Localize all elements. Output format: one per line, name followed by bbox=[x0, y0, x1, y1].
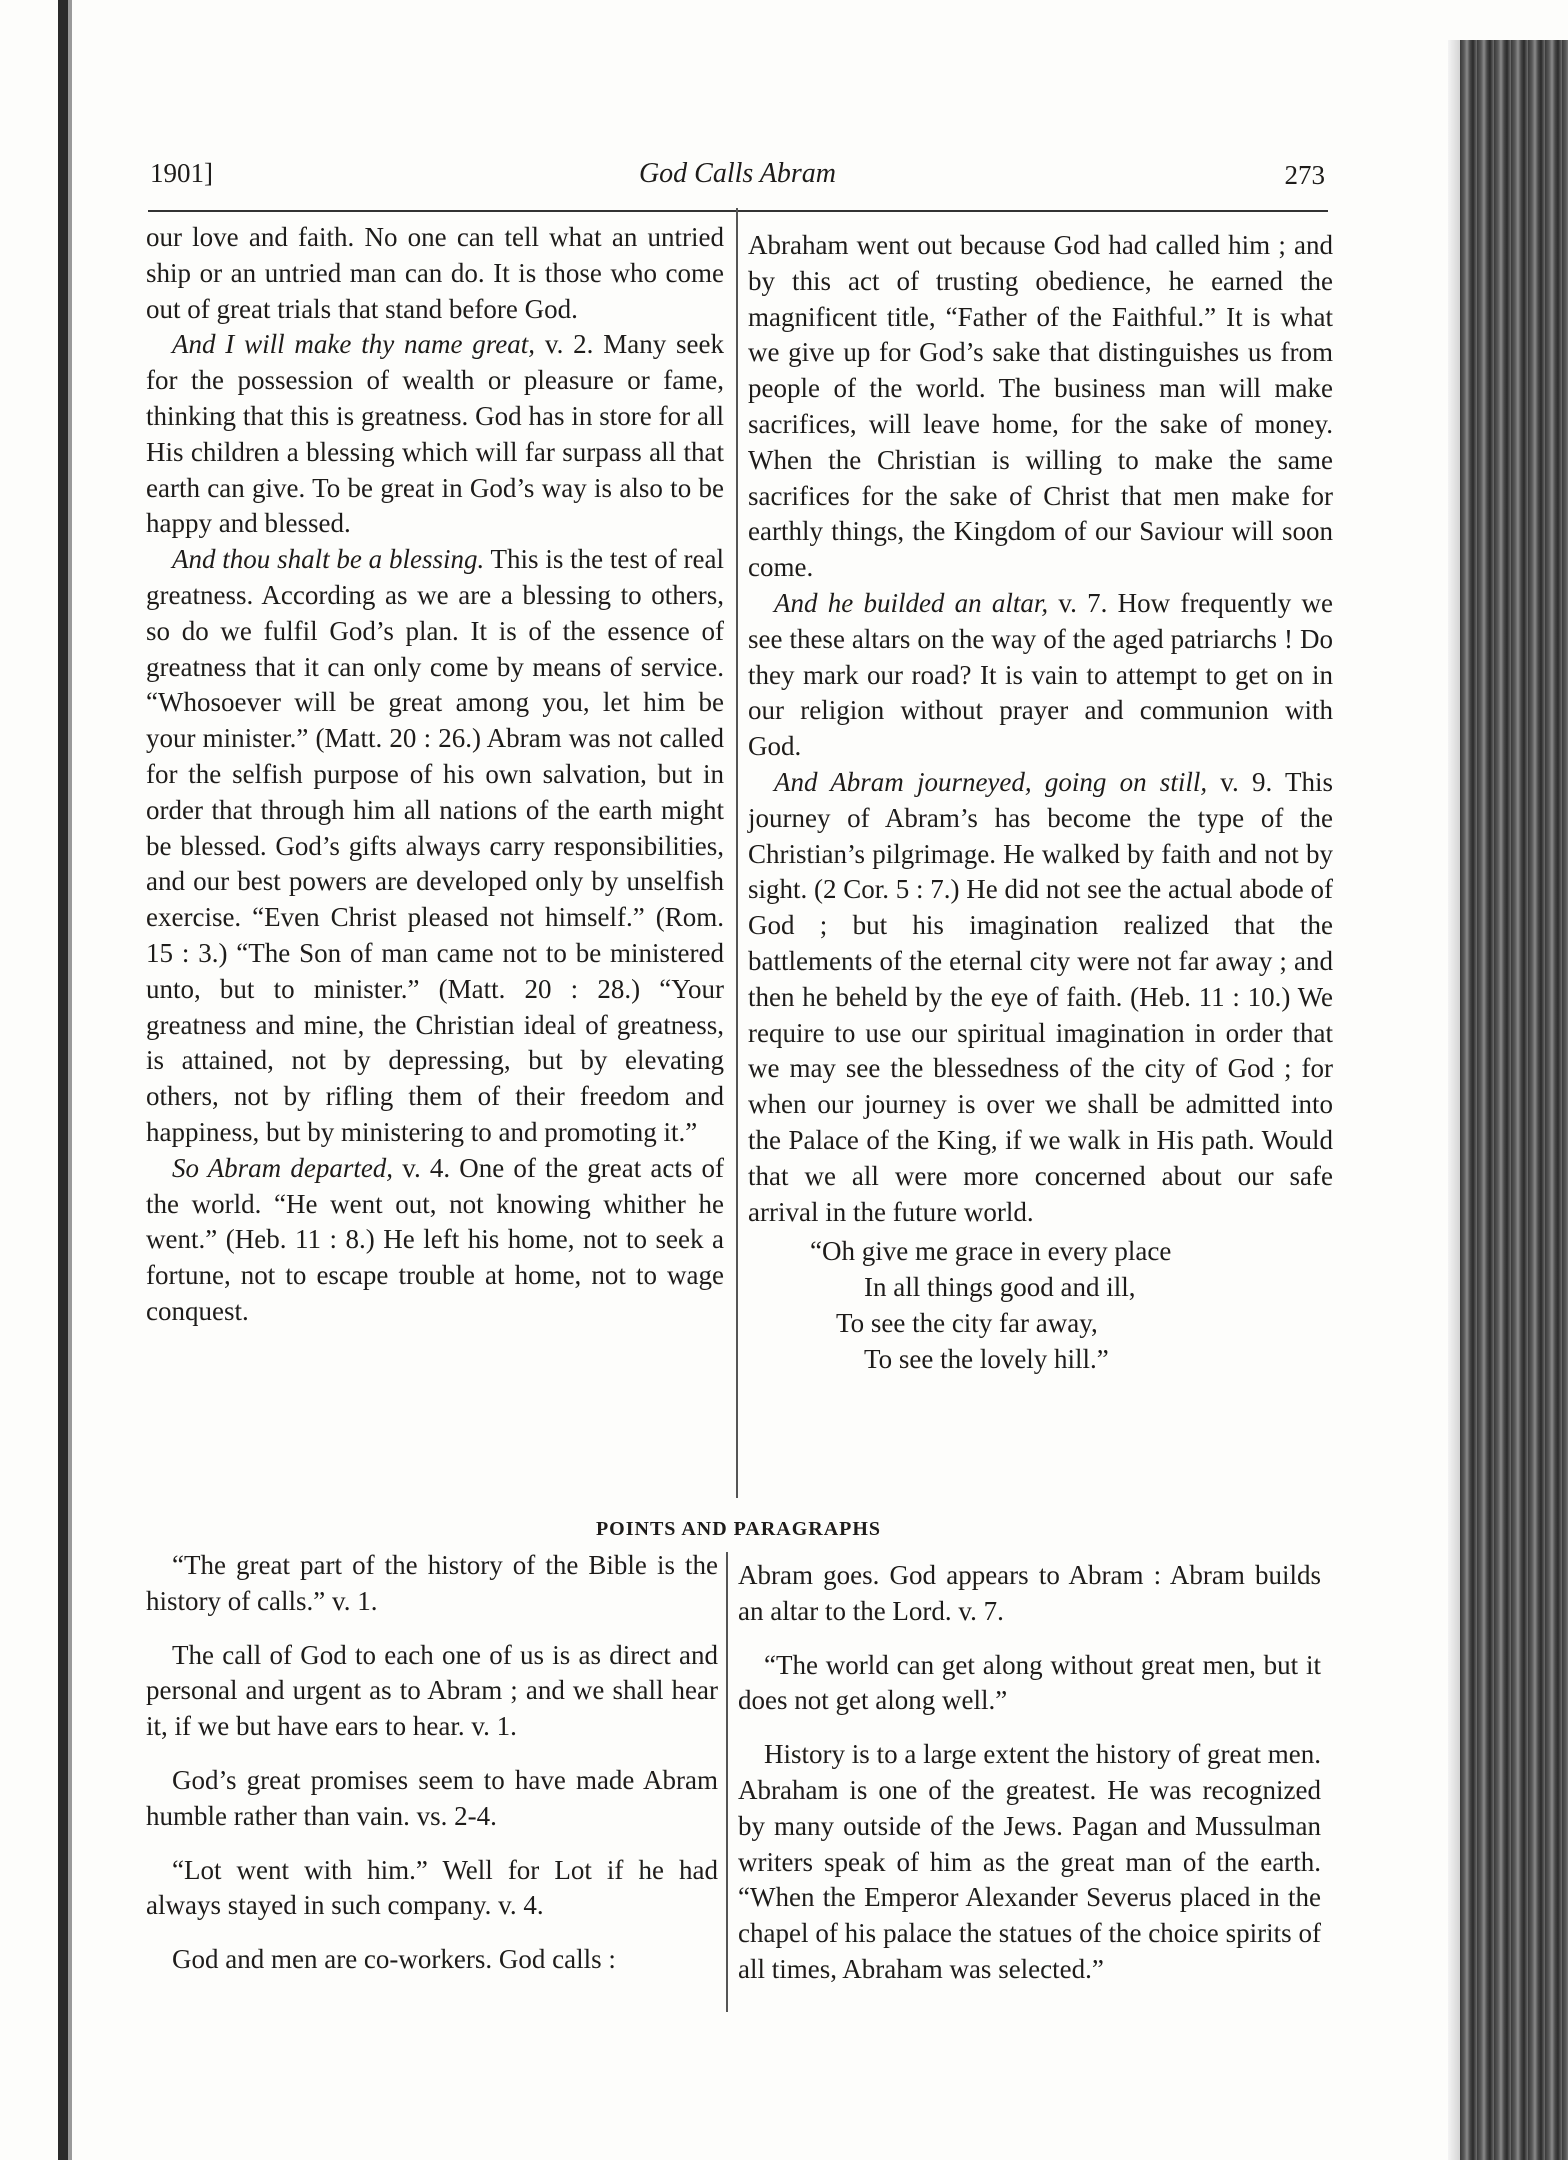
verse-lead: And he builded an altar, bbox=[774, 587, 1049, 618]
verse-lead: And I will make thy name great, bbox=[172, 329, 536, 360]
paragraph bbox=[146, 542, 724, 1151]
paragraph bbox=[748, 765, 1333, 1230]
binding-shadow bbox=[58, 0, 68, 2160]
paragraph: Abraham went out because God had called him ; and by this act of trusting obedience, he earned the magnificent title, “Father of the Faithful.” It is what we give up for God’s sake that distinguishes us from people of the world. The business man will make sacrifices, will leave home, for the sake of money. When the Christian is willing to make the same sacrifices for the sake of Christ that men make for earthly things, the Kingdom of our Saviour will soon come. bbox=[748, 230, 1333, 583]
running-header bbox=[150, 158, 1325, 198]
paragraph: our love and faith. No one can tell what an untried ship or an untried man can do. It is those who come out of great trials that stand before God. bbox=[146, 222, 724, 324]
book-page-edges bbox=[1460, 40, 1568, 2160]
verse-lead: And thou shalt be a blessing. bbox=[172, 544, 485, 575]
hymn-quote bbox=[748, 1234, 1333, 1377]
poem-line: In all things good and ill, bbox=[864, 1272, 1136, 1303]
header-rule bbox=[148, 210, 1328, 212]
column-divider bbox=[736, 208, 738, 1498]
paragraph-text: v. 2. Many seek for the possession of wealth or pleasure or fame, thinking that this is greatness. God has in store for all His children a blessing which will far surpass all that earth can give. To be great in God’s way is also to be happy and blessed. bbox=[146, 329, 725, 539]
point-paragraph: “The great part of the history of the Bible is the history of calls.” v. 1. bbox=[146, 1550, 718, 1616]
binding-shadow-edge bbox=[68, 0, 72, 2160]
header-year: 1901] bbox=[150, 158, 213, 188]
paragraph bbox=[748, 586, 1333, 765]
point-paragraph: God and men are co-workers. God calls : bbox=[172, 1944, 616, 1975]
paragraph-text: v. 7. How frequently we see these altars on the way of the aged patriarchs ! Do they mark our road? It is vain to attempt to get on in our religion without prayer and communion with God. bbox=[748, 587, 1333, 762]
section-heading: POINTS AND PARAGRAPHS bbox=[595, 1518, 882, 1540]
paragraph bbox=[146, 327, 724, 542]
poem-line: To see the lovely hill.” bbox=[864, 1343, 1109, 1374]
point-paragraph: Abram goes. God appears to Abram : Abram builds an altar to the Lord. v. 7. bbox=[738, 1560, 1321, 1626]
point-paragraph: “Lot went with him.” Well for Lot if he had always stayed in such company. v. 4. bbox=[146, 1854, 718, 1921]
paragraph-text: v. 4. One of the great acts of the world. “He went out, not knowing whither he went.” (Heb. 11 : 8.) He left his home, not to seek a fortune, not to escape trouble at home, not to wage conquest. bbox=[146, 1152, 724, 1326]
page-number: 273 bbox=[1284, 160, 1325, 190]
paragraph-text: This is the test of real greatness. According as we are a blessing to others, so do we fulfil God’s plan. It is of the essence of greatness that it can only come by means of service. “Whosoever will be great among you, let him be your minister.” (Matt. 20 : 26.) Abram was not called for the selfish purpose of his own salvation, but in order that through him all nations of the earth might be blessed. God’s gifts always carry responsibilities, and our best powers are developed only by unselfish exercise. “Even Christ pleased not himself.” (Rom. 15 : 3.) “The Son of man came not to be ministered unto, but to minister.” (Matt. 20 : 28.) “Your greatness and mine, the Christian ideal of greatness, is attained, not by depressing, but by elevating others, not by rifling them of their freedom and happiness, but by ministering to and promoting it.” bbox=[146, 544, 724, 1147]
header-title: God Calls Abram bbox=[638, 158, 837, 189]
verse-lead: So Abram departed, bbox=[172, 1152, 394, 1183]
paragraph-text: v. 9. This journey of Abram’s has become the type of the Christian’s pilgrimage. He walked by faith and not by sight. (2 Cor. 5 : 7.) He did not see the actual abode of God ; but his imagination realized that the battlements of the eternal city were not far away ; and then he beheld by the eye of faith. (Heb. 11 : 10.) We require to use our spiritual imagination in order that we may see the blessedness of the city of God ; for when our journey is over we shall be admitted into the Palace of the King, if we walk in His path. Would that we all were more concerned about our safe arrival in the future world. bbox=[748, 766, 1333, 1227]
point-paragraph: God’s great promises seem to have made Abram humble rather than vain. vs. 2-4. bbox=[146, 1764, 718, 1831]
poem-line: “Oh give me grace in every place bbox=[810, 1236, 1172, 1267]
point-paragraph: The call of God to each one of us is as direct and personal and urgent as to Abram ; and we shall hear it, if we but have ears to hear. v. 1. bbox=[146, 1639, 718, 1742]
point-paragraph: “The world can get along without great men, but it does not get along well.” bbox=[738, 1649, 1321, 1716]
points-column-divider bbox=[726, 1552, 728, 2012]
points-column-left bbox=[146, 1548, 718, 1996]
verse-lead: And Abram journeyed, going on still, bbox=[774, 766, 1208, 797]
main-column-left bbox=[146, 220, 724, 1330]
poem-line: To see the city far away, bbox=[836, 1307, 1098, 1338]
points-column-right bbox=[738, 1558, 1321, 2006]
paragraph bbox=[146, 1151, 724, 1330]
main-column-right bbox=[748, 228, 1333, 1378]
point-paragraph: History is to a large extent the history of great men. Abraham is one of the greatest. He was recognized by many outside of the Jews. Pagan and Mussulman writers speak of him as the great man of the earth. “When the Emperor Alexander Severus placed in the chapel of his palace the statues of the choice spirits of all times, Abraham was selected.” bbox=[738, 1739, 1321, 1984]
